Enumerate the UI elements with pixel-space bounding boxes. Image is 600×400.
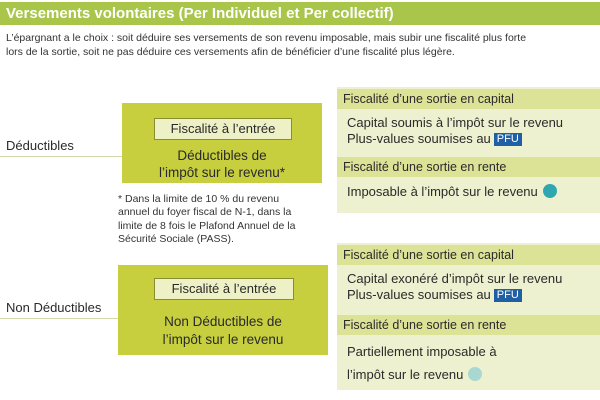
intro-line-1: L’épargnant a le choix : soit déduire ses versements de son revenu imposable, mais subir une fiscalité plus forte	[6, 32, 527, 44]
intro-paragraph	[6, 32, 596, 59]
rente-text-non-deductibles-2-label: l’impôt sur le revenu	[347, 367, 464, 382]
circle-icon	[468, 367, 482, 381]
capital-heading-non-deductibles: Fiscalité d’une sortie en capital	[337, 245, 600, 265]
footnote-line: limite de 8 fois le Plafond Annuel de la	[118, 219, 296, 232]
footnote-line: annuel du foyer fiscal de N-1, dans la	[118, 206, 292, 219]
footnote-deductibles	[118, 193, 330, 246]
row-divider-deductibles	[0, 156, 122, 157]
entry-label-deductibles: Fiscalité à l’entrée	[154, 118, 292, 140]
footnote-line: Sécurité Sociale (PASS).	[118, 232, 234, 245]
rente-text-non-deductibles-2	[347, 367, 482, 383]
entry-text-non-deductibles-2: l’impôt sur le revenu	[162, 332, 284, 347]
row-label-deductibles: Déductibles	[6, 138, 74, 153]
capital-text-non-deductibles-2	[347, 287, 522, 303]
rente-text-deductibles	[347, 184, 557, 200]
circle-icon	[543, 184, 557, 198]
footnote-line: * Dans la limite de 10 % du revenu	[118, 193, 280, 205]
row-divider-non-deductibles	[0, 318, 122, 319]
section-title: Versements volontaires (Per Individuel et Per collectif)	[6, 5, 394, 22]
entry-text-deductibles-2: l’impôt sur le revenu*	[158, 165, 286, 180]
exit-panel-non-deductibles	[337, 243, 600, 390]
entry-box-deductibles	[122, 103, 322, 183]
pfu-badge: PFU	[494, 289, 522, 302]
entry-text-non-deductibles-1: Non Déductibles de	[164, 314, 282, 329]
intro-line-2: lors de la sortie, soit ne pas déduire ces versements afin de bénéficier d’une fiscalité plus légère.	[6, 45, 455, 58]
rente-text-non-deductibles-1: Partiellement imposable à	[347, 344, 497, 359]
entry-label-non-deductibles: Fiscalité à l’entrée	[154, 278, 294, 300]
pfu-badge: PFU	[494, 133, 522, 146]
entry-text-deductibles-1: Déductibles de	[177, 148, 267, 163]
rente-heading-deductibles: Fiscalité d’une sortie en rente	[337, 157, 600, 177]
capital-text-non-deductibles-1: Capital exonéré d’impôt sur le revenu	[347, 271, 563, 286]
capital-text-deductibles-2-label: Plus-values soumises au	[347, 131, 491, 146]
rente-text-deductibles-label: Imposable à l’impôt sur le revenu	[347, 184, 538, 199]
entry-box-non-deductibles	[118, 265, 328, 355]
capital-text-deductibles-1: Capital soumis à l’impôt sur le revenu	[347, 115, 564, 130]
exit-panel-deductibles	[337, 87, 600, 213]
capital-text-deductibles-2	[347, 131, 522, 147]
capital-heading-deductibles: Fiscalité d’une sortie en capital	[337, 89, 600, 109]
row-label-non-deductibles: Non Déductibles	[6, 300, 102, 315]
rente-heading-non-deductibles: Fiscalité d’une sortie en rente	[337, 315, 600, 335]
section-header	[0, 2, 600, 25]
capital-text-non-deductibles-2-label: Plus-values soumises au	[347, 287, 491, 302]
